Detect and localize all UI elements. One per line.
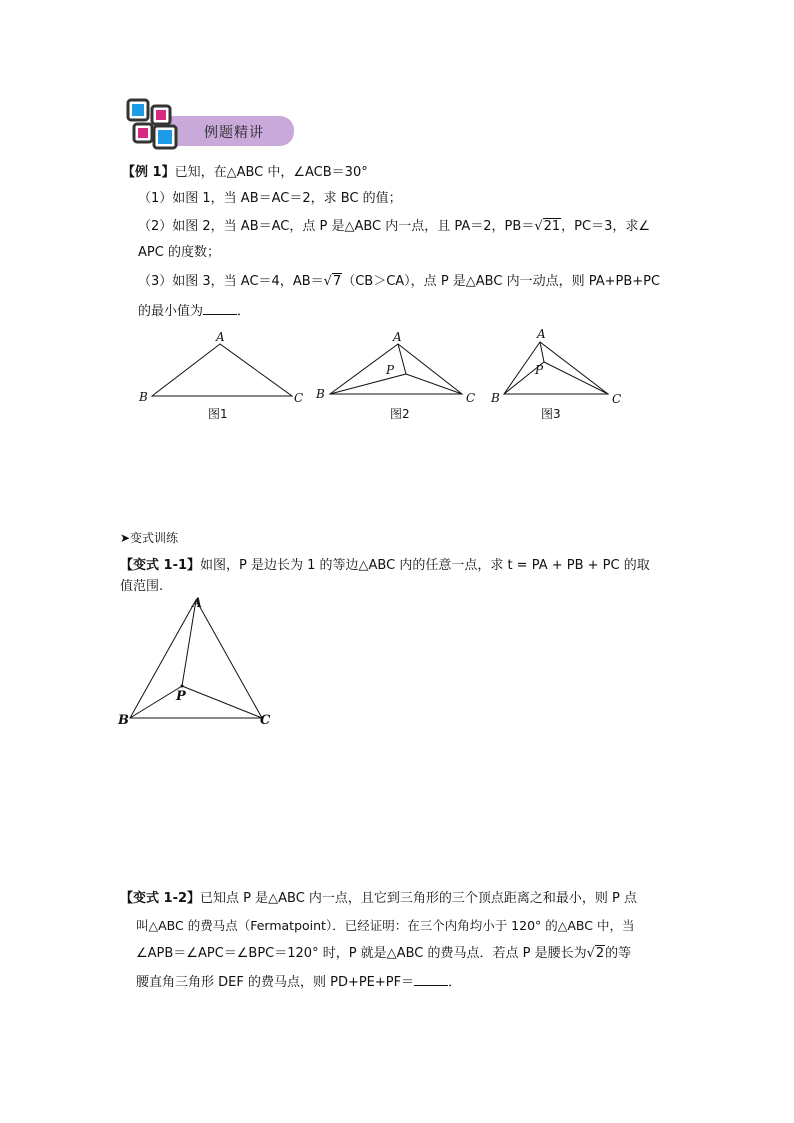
label-b: B <box>491 391 500 405</box>
segment-pc <box>544 362 608 394</box>
segment-pa <box>398 344 406 374</box>
label-a: A <box>192 596 203 611</box>
label-c: C <box>294 391 304 405</box>
variant1-text-a: 如图，P 是边长为 1 的等边△ABC 内的任意一点，求 t = PA + PB + PC 的取 <box>200 558 650 573</box>
sqrt-21: √21 <box>534 219 561 234</box>
variant2-line1 <box>120 890 637 908</box>
label-c: C <box>260 713 271 728</box>
label-c: C <box>612 392 622 406</box>
label-a: A <box>393 330 402 344</box>
example1-intro <box>122 164 368 182</box>
q3-text-c: 的最小值为 <box>138 304 204 319</box>
segment-pb <box>330 374 406 394</box>
example1-q1: （1）如图 1，当 AB＝AC＝2，求 BC 的值； <box>138 191 402 206</box>
section-header <box>126 98 298 148</box>
label-a: A <box>537 328 546 341</box>
example1-q3 <box>138 273 660 291</box>
variant-section-title: ➤变式训练 <box>120 531 179 545</box>
segment-pc <box>406 374 462 394</box>
sqrt-7: √7 <box>323 274 342 289</box>
label-p: P <box>535 363 544 377</box>
label-b: B <box>139 390 148 404</box>
variant2-line3 <box>136 945 631 963</box>
example1-q2-cont: APC 的度数； <box>138 245 220 260</box>
q2-root: 21 <box>543 219 561 234</box>
q3-text-a: （3）如图 3，当 AC＝4，AB＝ <box>138 274 324 289</box>
answer-blank <box>203 302 237 315</box>
label-b: B <box>316 387 325 401</box>
label-p: P <box>176 689 186 704</box>
variant2-text-4: 腰直角三角形 DEF 的费马点，则 PD+PE+PF＝ <box>136 975 415 990</box>
segment-pb <box>130 686 182 718</box>
variant2-text-1: 已知点 P 是△ABC 内一点，且它到三角形的三个顶点距离之和最小，则 P 点 <box>200 891 638 906</box>
label-a: A <box>216 330 225 344</box>
example1-intro-text: 已知，在△ABC 中，∠ACB＝30° <box>174 165 368 180</box>
segment-pc <box>182 686 262 718</box>
label-c: C <box>466 391 476 405</box>
figure-caption: 图3 <box>541 407 561 421</box>
answer-blank <box>414 973 448 986</box>
sqrt-2: √2 <box>586 946 605 961</box>
q2-text-a: （2）如图 2，当 AB＝AC，点 P 是△ABC 内一点，且 PA＝2，PB＝ <box>138 219 535 234</box>
label-b: B <box>118 713 129 728</box>
q3-root: 7 <box>332 274 342 289</box>
tiles-icon <box>126 98 182 150</box>
triangle-abc <box>152 344 292 396</box>
variant1-line2: 值范围. <box>120 579 164 594</box>
figure-2 <box>312 328 482 423</box>
variant1-tag: 【变式 1-1】 <box>120 558 201 573</box>
variant2-line4 <box>136 973 461 992</box>
variant2-line2: 叫△ABC 的费马点（Fermatpoint）．已经证明：在三个内角均小于 120° 的△ABC 中，当 <box>136 918 635 933</box>
variant2-text-3b: 的等 <box>605 946 632 961</box>
banner-label: 例题精讲 <box>204 125 264 141</box>
q3-text-b: （CB＞CA），点 P 是△ABC 内一动点，则 PA+PB+PC <box>342 274 661 289</box>
point-p <box>181 685 184 688</box>
example1-q2 <box>138 218 650 236</box>
line3-root: 2 <box>595 946 605 961</box>
variant2-tag: 【变式 1-2】 <box>120 891 201 906</box>
example1-q3-cont <box>138 302 250 321</box>
variant1-figure <box>114 592 284 732</box>
variant1-line1 <box>120 557 650 575</box>
example1-tag: 【例 1】 <box>122 165 175 180</box>
triangle-abc <box>130 600 262 718</box>
q3-end: ． <box>237 304 251 319</box>
variant2-end: ． <box>448 975 462 990</box>
figure-caption: 图1 <box>208 407 228 421</box>
variant2-text-3a: ∠APB＝∠APC＝∠BPC＝120° 时，P 就是△ABC 的费马点．若点 P 是腰长为 <box>136 946 587 961</box>
label-p: P <box>386 363 395 377</box>
figure-3 <box>488 328 638 423</box>
figure-1 <box>134 328 314 423</box>
q2-text-b: ，PC＝3，求∠ <box>561 219 651 234</box>
figure-caption: 图2 <box>390 407 410 421</box>
